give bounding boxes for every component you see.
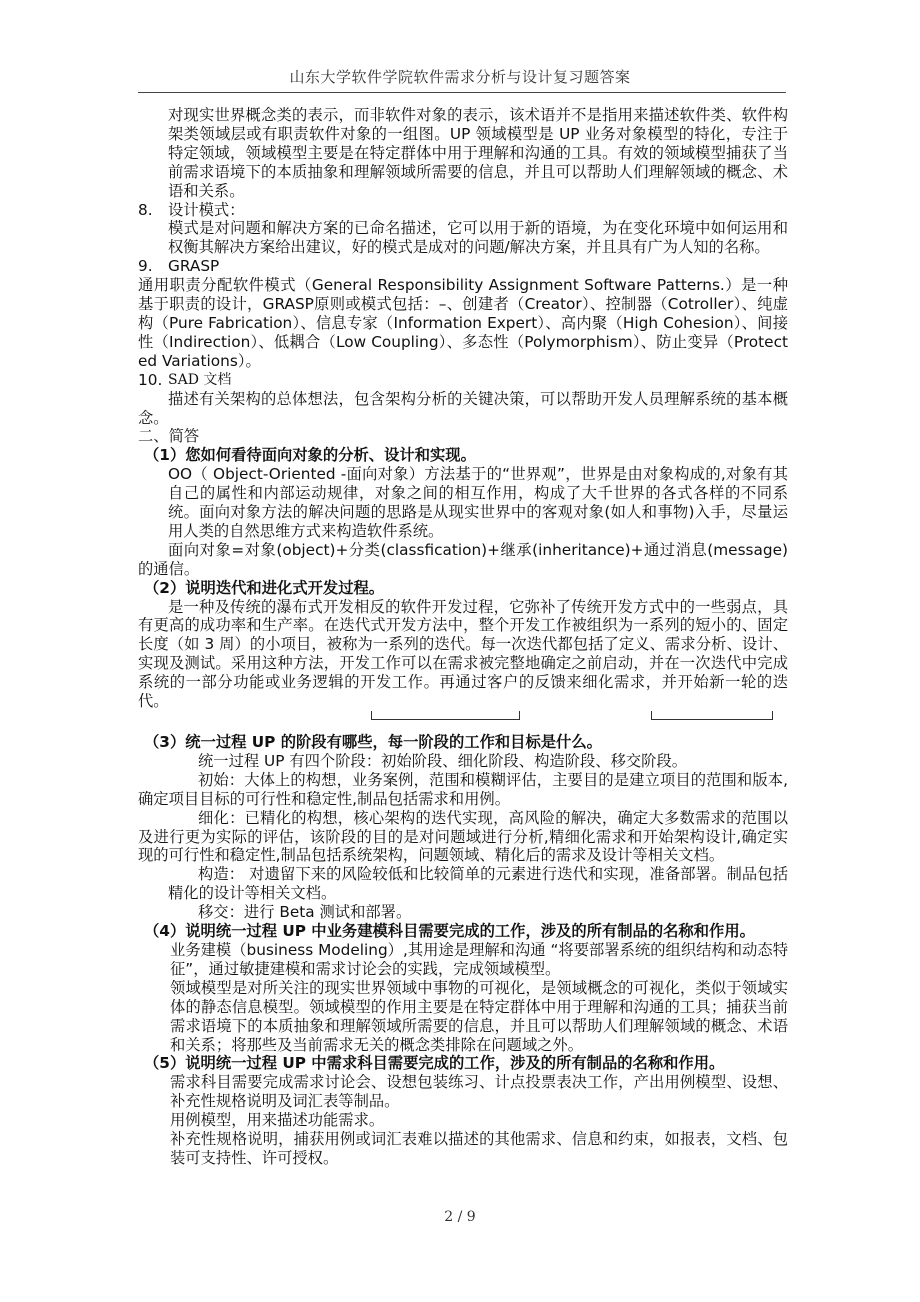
q1-body (138, 465, 788, 541)
header-divider (138, 92, 786, 93)
page-number: 2 / 9 (444, 1209, 476, 1225)
document-body (138, 106, 788, 1168)
q5-paragraph-2: 用例模型，用来描述功能需求。 (170, 1111, 385, 1130)
item8-title: 设计模式： (168, 200, 245, 219)
q3-paragraph-2: 初始：大体上的构想，业务案例，范围和模糊评估，主要目的是建立项目的范围和版本,确定项目目标的可行性和稳定性,制品包括需求和用例。 (138, 770, 788, 808)
item9-title: GRASP (168, 257, 220, 276)
q3-body-indented (138, 865, 788, 922)
item9-number: 9. (138, 257, 153, 276)
q1-paragraph-1: OO（ Object-Oriented -面向对象）方法基于的“世界观”，世界是由对象构成的,对象有其自己的属性和内部运动规律，对象之间的相互作用，构成了大千世界的各式各样的不同系统。面向对象方法的解决问题的思路是从现实世界中的客观对象(如人和事物)入手，尽量运用人类的自然思维方式来构造软件系统。 (168, 465, 788, 540)
item8-number: 8. (138, 200, 153, 219)
item9-heading (138, 257, 788, 276)
q4-title: （4）说明统一过程 UP 中业务建模科目需要完成的工作，涉及的所有制品的名称和作用。 (144, 922, 755, 941)
q5-paragraph-3: 补充性规格说明，捕获用例或词汇表难以描述的其他需求、信息和约束，如报表，文档、包装可支持性、许可授权。 (170, 1130, 788, 1167)
bracket-mark-right (651, 711, 773, 720)
page-header: 山东大学软件学院软件需求分析与设计复习题答案 (289, 68, 631, 86)
q3-paragraph-3: 细化：已精化的构想，核心架构的迭代实现，高风险的解决，确定大多数需求的范围以及进行更为实际的评估，该阶段的目的是对问题域进行分析,精细化需求和开始架构设计,确定实现的可行性和稳定性,制品包括系统架构，问题领域、精化后的需求及设计等相关文档。 (138, 808, 788, 865)
q4-body (138, 941, 788, 1054)
q5-body (138, 1073, 788, 1168)
item10-title: SAD 文档 (168, 371, 232, 388)
item8-text: 模式是对问题和解决方案的已命名描述，它可以用于新的语境，为在变化环境中如何运用和权衡其解决方案给出建议，好的模式是成对的问题/解决方案，并且具有广为人知的名称。 (168, 219, 788, 257)
q3-paragraph-1: 统一过程 UP 有四个阶段：初始阶段、细化阶段、构造阶段、移交阶段。 (198, 751, 688, 770)
q1-paragraph-2: 面向对象=对象(object)+分类(classfication)+继承(inheritance)+通过消息(message)的通信。 (138, 540, 788, 578)
bracket-marks (138, 711, 788, 733)
item8-heading (138, 201, 788, 220)
item7-continuation (138, 106, 788, 201)
q4-paragraph-2: 领域模型是对所关注的现实世界领域中事物的可视化，是领域概念的可视化，类似于领域实体的静态信息模型。领域模型的作用主要是在特定群体中用于理解和沟通的工具；捕获当前需求语境下的本质抽象和理解领域所需要的信息，并且可以帮助人们理解领域的概念、术语和关系；将那些及当前需求无关的概念类排除在问题域之外。 (170, 978, 788, 1054)
item10-heading (138, 371, 788, 390)
q2-title: （2）说明迭代和进化式开发过程。 (144, 578, 385, 597)
q4-paragraph-1: 业务建模（business Modeling）,其用途是理解和沟通 “将要部署系统的组织结构和动态特征”，通过敏捷建模和需求讨论会的实践，完成领域模型。 (170, 940, 788, 978)
q5-paragraph-1: 需求科目需要完成需求讨论会、设想包装练习、计点投票表决工作，产出用例模型、设想、补充性规格说明及词汇表等制品。 (170, 1073, 788, 1111)
q3-paragraph-4: 构造： 对遗留下来的风险较低和比较简单的元素进行迭代和实现，准备部署。制品包括精化的设计等相关文档。 (168, 865, 788, 903)
item9-text: 通用职责分配软件模式（General Responsibility Assignment Software Patterns.）是一种基于职责的设计，GRASP原则或模式包括：–、创建者（Creator）、控制器（Cotroller）、纯虚构（Pure Fabrication）、信息专家（Information Expert）、高内聚（High Cohesion）、间接性（Indirection）、低耦合（Low Coupling）、多态性（Polymorphism）、防止变异（Protected Variations）。 (138, 276, 788, 370)
q3-paragraph-5: 移交：进行 Beta 测试和部署。 (198, 903, 412, 922)
q5-title: （5）说明统一过程 UP 中需求科目需要完成的工作，涉及的所有制品的名称和作用。 (144, 1054, 725, 1073)
item7-text: 对现实世界概念类的表示，而非软件对象的表示，该术语并不是指用来描述软件类、软件构架类领域层或有职责软件对象的一组图。UP 领域模型是 UP 业务对象模型的特化，专注于特定领域，领域模型主要是在特定群体中用于理解和沟通的工具。有效的领域模型捕获了当前需求语境下的本质抽象和理解领域所需要的信息，并且可以帮助人们理解领域的概念、术语和关系。 (168, 106, 788, 200)
q3-title: （3）统一过程 UP 的阶段有哪些，每一阶段的工作和目标是什么。 (144, 733, 602, 751)
bracket-mark-left (371, 711, 520, 720)
item8-body (138, 219, 788, 257)
q2-paragraph-1: 是一种及传统的瀑布式开发相反的软件开发过程，它弥补了传统开发方式中的一些弱点，具有更高的成功率和生产率。在迭代式开发方法中，整个开发工作被组织为一系列的短小的、固定长度（如 3 周）的小项目，被称为一系列的迭代。每一次迭代都包括了定义、需求分析、设计、实现及测试。采用这种方法，开发工作可以在需求被完整地确定之前启动，并在一次迭代中完成系统的一部分功能或业务逻辑的开发工作。再通过客户的反馈来细化需求，并开始新一轮的迭代。 (138, 597, 788, 711)
item10-text: 描述有关架构的总体想法，包含架构分析的关键决策，可以帮助开发人员理解系统的基本概念。 (138, 389, 788, 427)
q1-title: （1）您如何看待面向对象的分析、设计和实现。 (144, 446, 476, 465)
item10-number: 10. (138, 370, 163, 389)
section-two-heading: 二、简答 (138, 427, 200, 446)
